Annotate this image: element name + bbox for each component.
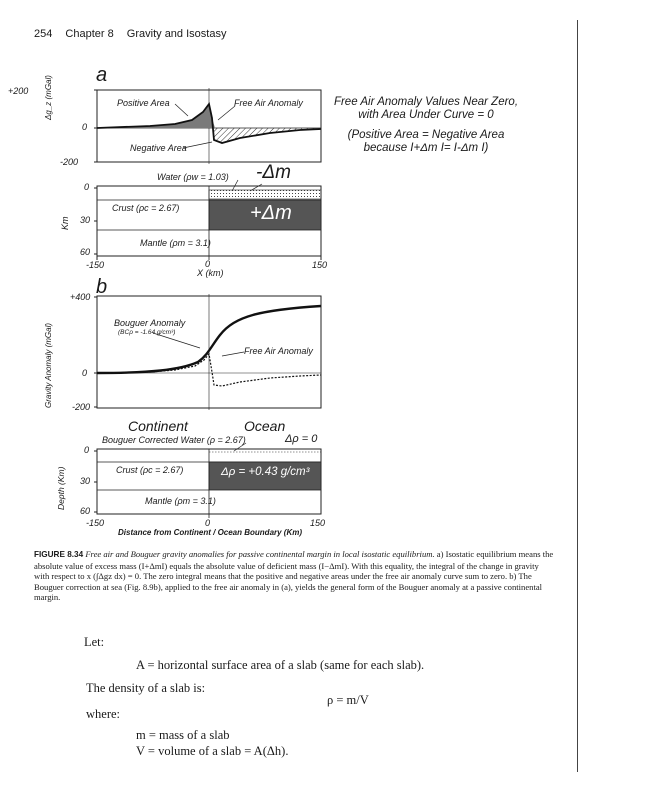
panel-b-cross-section <box>94 443 321 518</box>
panel-b-y-axis-label: Gravity Anomaly (mGal) <box>44 322 53 408</box>
panel-a-water-layer <box>209 190 321 199</box>
bouguer-correction-sub: (BCρ = -1.64 g/cm³) <box>118 329 176 336</box>
note-line-4: because I+Δm I= I-Δm I) <box>363 142 489 154</box>
panel-b-mantle-label: Mantle (ρm = 3.1) <box>145 496 216 506</box>
figure-caption-body: a) Isostatic equilibrium means the absolute value of excess mass (I+ΔmI) equals the absolute value of deficient mass (I−ΔmI). With this equality, the integral of the change in gravity with respect to x (∫Δgz dx) = 0. The zero integral means that the positive and negative areas under the free air anomaly curve sum to zero. b) The Bouguer correction at sea (Fig. 8.9b), applied to the free air anomaly in (a), yields the general form of the Bouguer anomaly at a passive continental margin. <box>34 549 554 603</box>
panel-a-x-tick-mid: 0 <box>205 259 211 269</box>
panel-b-free-air-label: Free Air Anomaly <box>244 346 313 356</box>
page-number: 254 <box>34 28 53 40</box>
minus-delta-m-label: -Δm <box>256 162 291 183</box>
delta-rho-zero-label: Δρ = 0 <box>285 433 318 445</box>
panel-b-depth-tick-60: 60 <box>80 506 91 516</box>
chapter-number: Chapter 8 <box>65 28 114 40</box>
panel-b-x-tick-left: -150 <box>86 518 105 528</box>
negative-area-label: Negative Area <box>130 143 187 153</box>
figure-caption <box>34 549 554 603</box>
ocean-label: Ocean <box>244 418 286 434</box>
panel-b-y-tick-bottom: -200 <box>72 402 91 412</box>
chapter-title: Gravity and Isostasy <box>126 28 227 40</box>
panel-b-depth-axis-label: Depth (Km) <box>56 466 66 510</box>
panel-b-x-tick-mid: 0 <box>205 518 211 528</box>
figure-title: Free air and Bouguer gravity anomalies for passive continental margin in local isostatic equilibrium. <box>85 549 435 559</box>
panel-b-depth-tick-30: 30 <box>80 476 91 486</box>
area-definition: A = horizontal surface area of a slab (same for each slab). <box>136 658 425 672</box>
panel-a-depth-axis-label: Km <box>60 216 70 230</box>
panel-a-depth-tick-0: 0 <box>84 182 90 192</box>
panel-a-label: a <box>96 64 108 86</box>
figure-id: FIGURE 8.34 <box>34 550 84 559</box>
note-line-3: (Positive Area = Negative Area <box>347 129 505 141</box>
panel-a-depth-tick-60: 60 <box>80 247 91 257</box>
panel-a-crust-label: Crust (ρc = 2.67) <box>112 203 180 213</box>
panel-a-x-tick-right: 150 <box>312 260 328 270</box>
panel-a-y-tick-top: +200 <box>8 86 29 96</box>
positive-area-label: Positive Area <box>117 98 170 108</box>
density-equation: ρ = m/V <box>327 693 369 707</box>
panel-a-y-tick-bottom: -200 <box>60 157 79 167</box>
continent-label: Continent <box>128 418 188 434</box>
note-line-2: with Area Under Curve = 0 <box>358 109 494 121</box>
let-text: Let: <box>84 635 105 649</box>
panel-b-label: b <box>96 276 108 298</box>
panel-b-depth-tick-0: 0 <box>84 445 90 455</box>
panel-b-x-axis-label: Distance from Continent / Ocean Boundary (Km) <box>118 528 303 537</box>
figure-a-note <box>326 96 526 155</box>
panel-a-depth-tick-30: 30 <box>80 215 91 225</box>
delta-rho-label: Δρ = +0.43 g/cm³ <box>221 466 310 478</box>
panel-b-crust-label: Crust (ρc = 2.67) <box>116 465 184 475</box>
panel-b-y-tick-top: +400 <box>70 292 91 302</box>
bouguer-corrected-water-label: Bouguer Corrected Water (ρ = 2.67) <box>102 435 246 445</box>
panel-a-y-axis-label: Δg_z (mGal) <box>44 75 53 120</box>
panel-b-y-tick-mid: 0 <box>82 368 88 378</box>
panel-a-x-tick-left: -150 <box>86 260 105 270</box>
bouguer-anomaly-label: Bouguer Anomaly <box>114 318 186 328</box>
mass-definition: m = mass of a slab <box>136 728 230 742</box>
panel-b-x-tick-right: 150 <box>310 518 326 528</box>
panel-a-y-tick-mid: 0 <box>82 122 88 132</box>
free-air-anomaly-label: Free Air Anomaly <box>234 98 303 108</box>
plus-delta-m-label: +Δm <box>250 202 292 224</box>
note-line-1: Free Air Anomaly Values Near Zero, <box>333 96 519 108</box>
panel-a-x-axis-label: X (km) <box>197 268 224 278</box>
page-binding-line <box>577 20 578 772</box>
density-intro: The density of a slab is: <box>86 681 206 695</box>
volume-definition: V = volume of a slab = A(Δh). <box>136 744 289 758</box>
where-text: where: <box>86 707 121 721</box>
panel-a-mantle-label: Mantle (ρm = 3.1) <box>140 238 211 248</box>
panel-a-water-label: Water (ρw = 1.03) <box>157 172 229 182</box>
